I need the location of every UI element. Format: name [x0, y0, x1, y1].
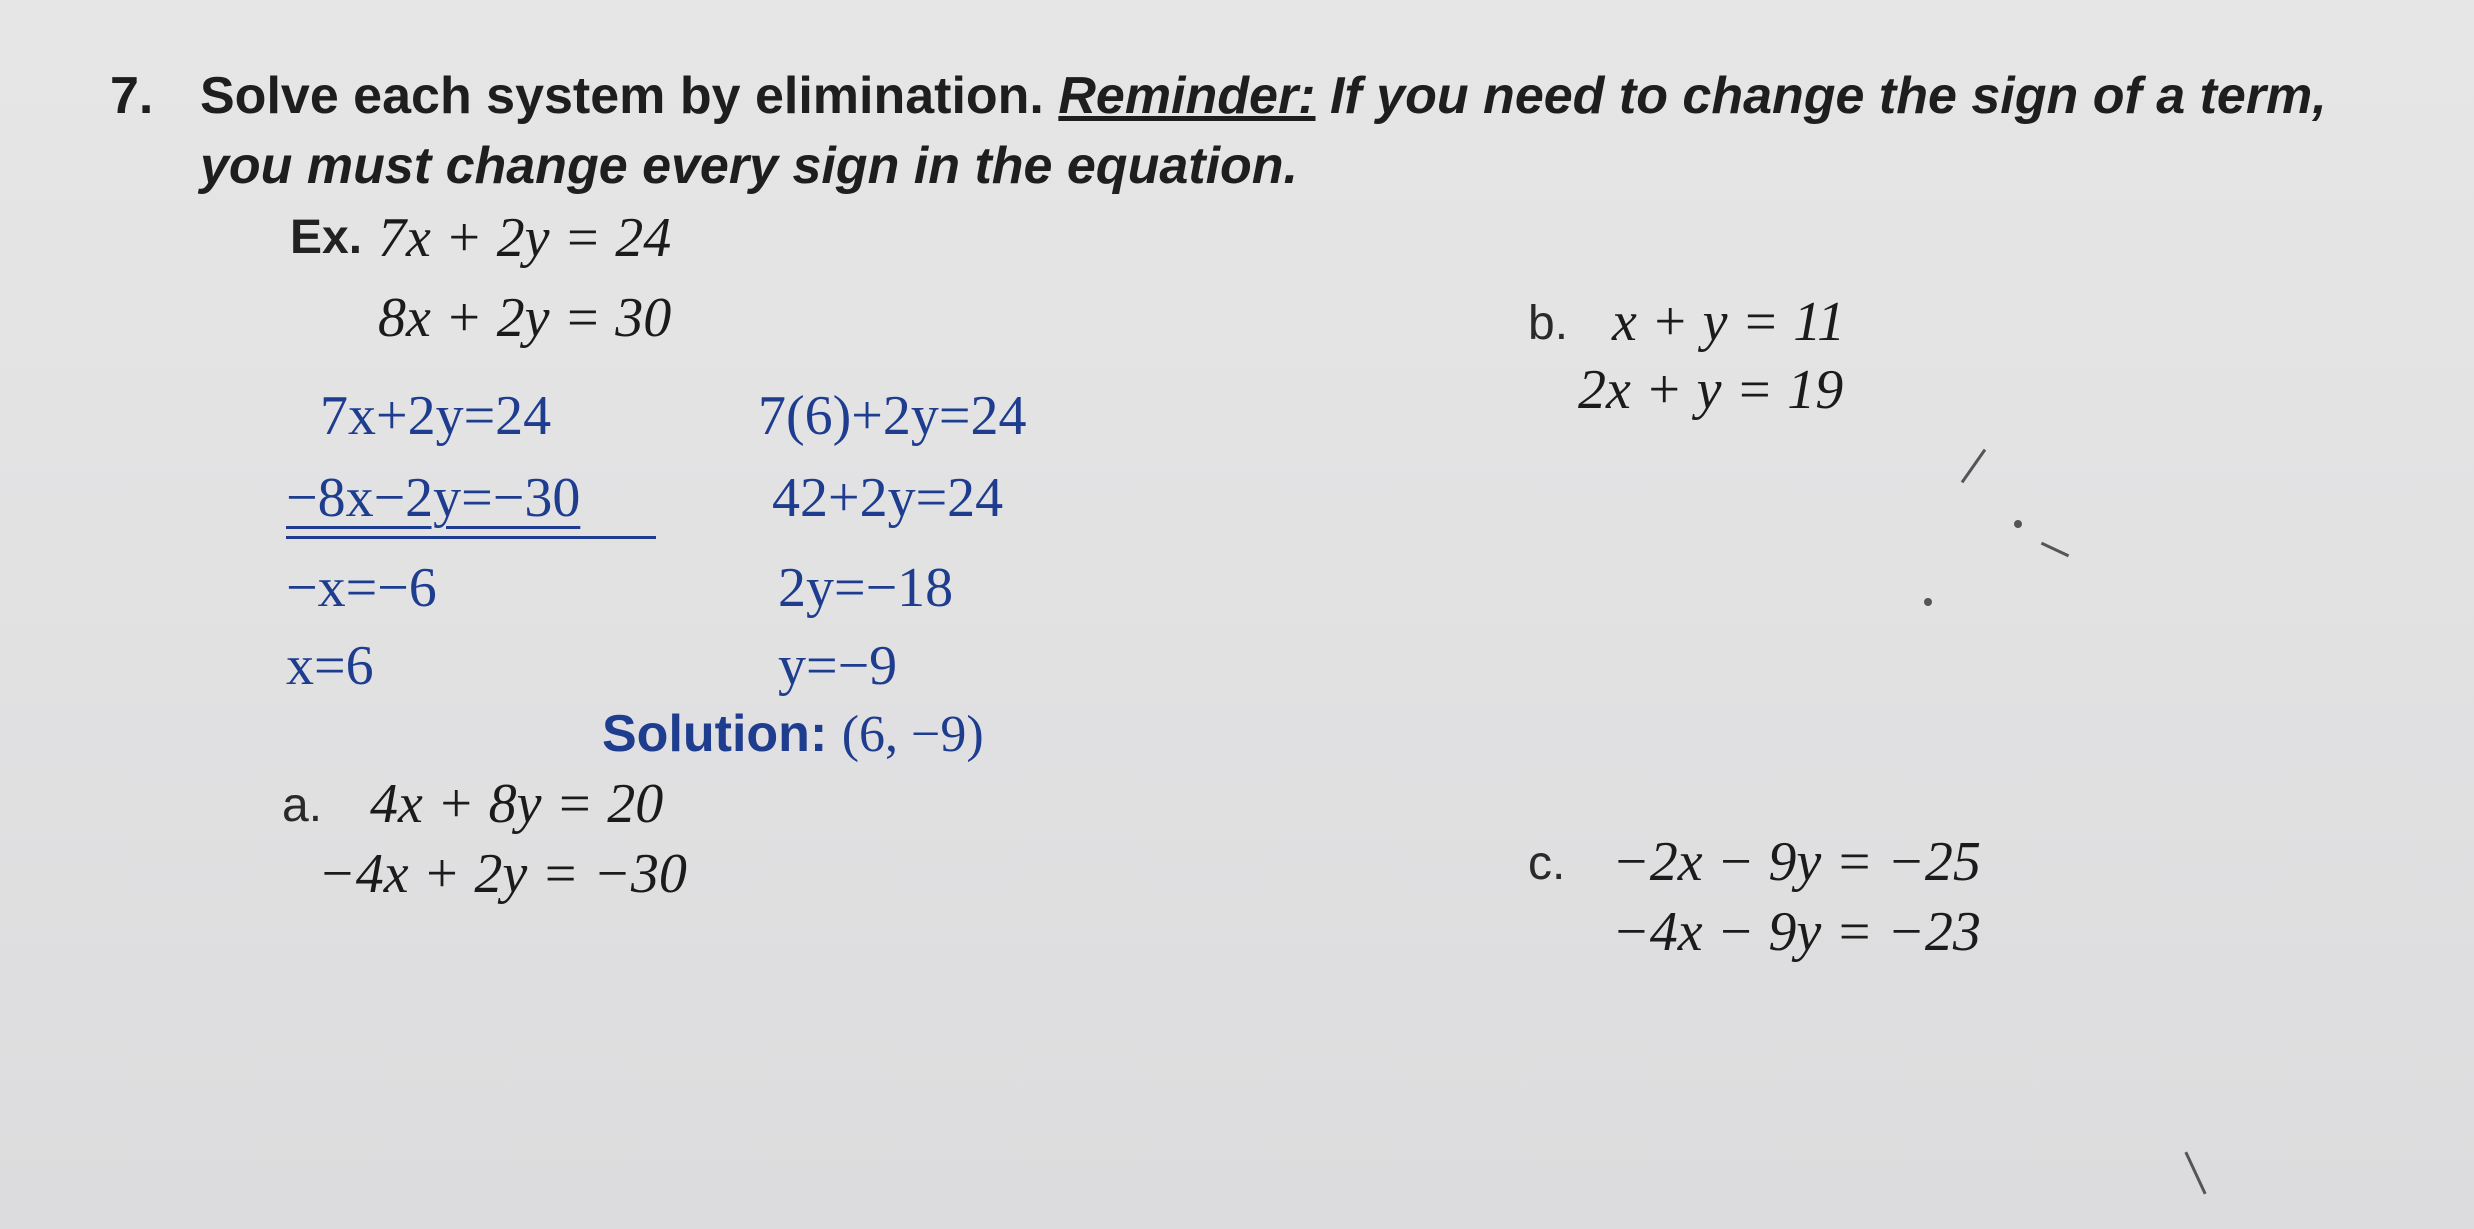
- problem-instruction-line2: [200, 136, 1298, 196]
- example-label: Ex.: [290, 211, 363, 264]
- part-a-equation-1: 4x + 8y = 20: [370, 773, 664, 835]
- solution-value: (6, −9): [841, 706, 984, 763]
- part-a-label: a.: [282, 779, 323, 832]
- pencil-mark: [2184, 1152, 2206, 1195]
- work-left-line-4: x=6: [286, 635, 374, 697]
- part-b-label: b.: [1528, 297, 1569, 350]
- instruction-text: Solve each system by elimination.: [200, 67, 1044, 125]
- work-right-line-1: 7(6)+2y=24: [758, 385, 1027, 447]
- part-c-label: c.: [1528, 837, 1566, 890]
- problem-number: 7.: [110, 67, 154, 125]
- example-equation-1: 7x + 2y = 24: [378, 207, 672, 269]
- pencil-mark: [1924, 598, 1932, 606]
- problem-instruction-line1: [200, 66, 2327, 126]
- work-right-line-4: y=−9: [778, 635, 898, 697]
- reminder-label: Reminder:: [1058, 67, 1316, 125]
- part-b-equation-2: 2x + y = 19: [1578, 359, 1844, 421]
- bleed-through-text: [1500, 200, 1513, 254]
- elimination-sum-line: [286, 536, 656, 539]
- pencil-mark: [2041, 542, 2069, 557]
- pencil-mark: [1961, 449, 1986, 483]
- work-left-line-1: 7x+2y=24: [320, 385, 552, 447]
- part-c-equation-2: −4x − 9y = −23: [1612, 901, 1981, 963]
- work-right-line-3: 2y=−18: [778, 557, 954, 619]
- example-equation-2: 8x + 2y = 30: [378, 287, 672, 349]
- part-a-equation-2: −4x + 2y = −30: [318, 843, 687, 905]
- pencil-mark: [2014, 520, 2022, 528]
- solution-line: [602, 704, 984, 764]
- work-left-line-3: −x=−6: [286, 557, 437, 619]
- work-right-line-2: 42+2y=24: [772, 467, 1004, 529]
- reminder-text-line1: If you need to change the sign of a term,: [1329, 67, 2327, 125]
- part-c-equation-1: −2x − 9y = −25: [1612, 831, 1981, 893]
- reminder-text-line2: you must change every sign in the equation.: [200, 137, 1298, 195]
- part-b-equation-1: x + y = 11: [1612, 291, 1846, 353]
- work-left-line-2: −8x−2y=−30: [286, 467, 581, 529]
- solution-label: Solution:: [602, 705, 828, 763]
